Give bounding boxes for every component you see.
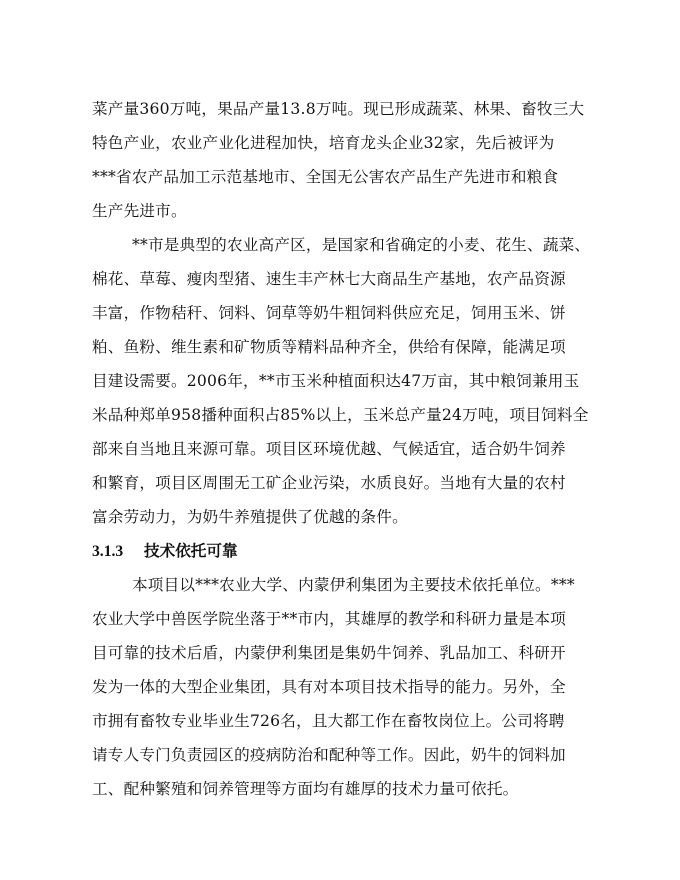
text-line: 请专人专门负责园区的疫病防治和配种等工作。因此，奶牛的饲料加 (92, 746, 566, 764)
text-line: 米品种郑单958播种面积占85%以上，玉米总产量24万吨，项目饲料全 (92, 406, 589, 424)
text-line: **市是典型的农业高产区，是国家和省确定的小麦、花生、蔬菜、 (132, 236, 591, 254)
text-line: 目可靠的技术后盾，内蒙伊利集团是集奶牛饲养、乳品加工、科研开 (92, 644, 566, 662)
text-line: 特色产业，农业产业化进程加快，培育龙头企业32家，先后被评为 (92, 134, 555, 152)
text-line: 部来自当地且来源可靠。项目区环境优越、气候适宜，适合奶牛饲养 (92, 440, 566, 458)
section-heading (92, 534, 612, 568)
text-line: 丰富，作物秸秆、饲料、饲草等奶牛粗饲料供应充足，饲用玉米、饼 (92, 304, 566, 322)
text-line: ***省农产品加工示范基地市、全国无公害农产品生产先进市和粮食 (92, 168, 559, 186)
section-title: 技术依托可靠 (144, 541, 238, 560)
text-line: 富余劳动力，为奶牛养殖提供了优越的条件。 (92, 508, 408, 526)
paragraph-technical-support (92, 568, 612, 806)
text-line: 农业大学中兽医学院坐落于**市内，其雄厚的教学和科研力量是本项 (92, 610, 567, 628)
document-page (92, 92, 612, 806)
text-line: 生产先进市。 (92, 202, 187, 220)
section-number: 3.1.3 (92, 543, 124, 560)
text-line: 和繁育，项目区周围无工矿企业污染，水质良好。当地有大量的农村 (92, 474, 566, 492)
text-line: 菜产量360万吨，果品产量13.8万吨。现已形成蔬菜、林果、畜牧三大 (92, 100, 585, 118)
text-line: 工、配种繁殖和饲养管理等方面均有雄厚的技术力量可依托。 (92, 780, 519, 798)
text-line: 棉花、草莓、瘦肉型猪、速生丰产林七大商品生产基地，农产品资源 (92, 270, 566, 288)
paragraph-agriculture (92, 228, 612, 534)
text-line: 粕、鱼粉、维生素和矿物质等精料品种齐全，供给有保障，能满足项 (92, 338, 566, 356)
text-line: 市拥有畜牧专业毕业生726名，且大都工作在畜牧岗位上。公司将聘 (92, 712, 565, 730)
text-line: 发为一体的大型企业集团，具有对本项目技术指导的能力。另外，全 (92, 678, 566, 696)
text-line: 本项目以***农业大学、内蒙伊利集团为主要技术依托单位。*** (132, 576, 575, 594)
text-line: 目建设需要。2006年，**市玉米种植面积达47万亩，其中粮饲兼用玉 (92, 372, 580, 390)
paragraph-production (92, 92, 612, 228)
